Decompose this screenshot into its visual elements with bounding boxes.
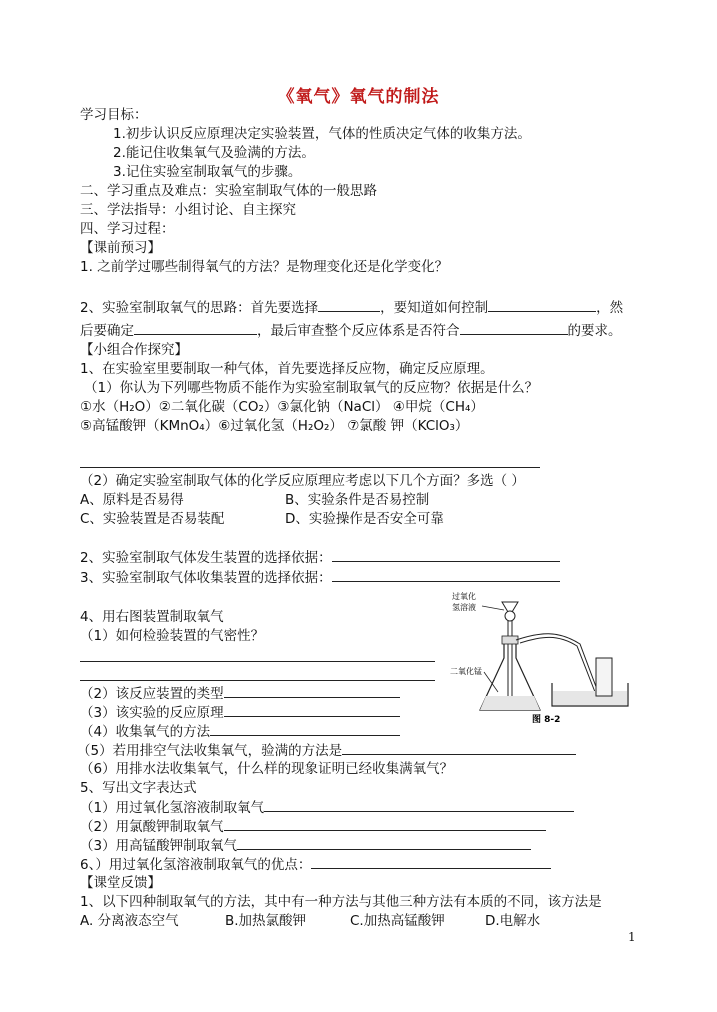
substances-row-1: ①水（H₂O）②二氧化碳（CO₂）③氯化钠（NaCl） ④甲烷（CH₄） xyxy=(80,399,484,415)
goal-3: 3.记住实验室制取氧气的步骤。 xyxy=(113,164,302,180)
group-p4-6: （6）用排水法收集氧气，什么样的现象证明已经收集满氧气？ xyxy=(80,761,454,777)
p4-3-text: （3）该实验的反应原理 xyxy=(80,705,224,721)
label-h2o2-2: 氢溶液 xyxy=(452,603,476,612)
group-p5-1 xyxy=(80,798,574,817)
feedback-q1: 1、以下四种制取氧气的方法，其中有一种方法与其他三种方法有本质的不同，该方法是 xyxy=(80,894,602,910)
q2-text-b: ，要知道如何控制 xyxy=(380,300,489,316)
goal-2: 2.能记住收集氧气及验满的方法。 xyxy=(113,145,315,161)
group-p4-2 xyxy=(80,684,400,703)
trough-water xyxy=(553,691,627,705)
blank-eq-h2o2[interactable] xyxy=(264,798,574,812)
goal-1: 1.初步认识反应原理决定实验装置，气体的性质决定气体的收集方法。 xyxy=(113,126,531,142)
p4-5-text: （5）若用排空气法收集氧气，验满的方法是 xyxy=(77,743,343,759)
feedback-heading: 【课堂反馈】 xyxy=(80,875,161,891)
feedback-option-c: C.加热高锰酸钾 xyxy=(350,913,445,929)
p4-4-text: （4）收集氧气的方法 xyxy=(80,724,211,740)
section-2: 二、学习重点及难点：实验室制取气体的一般思路 xyxy=(80,183,377,199)
oxygen-apparatus-figure xyxy=(440,588,630,728)
leader-line xyxy=(482,606,504,610)
figure-caption: 图 8-2 xyxy=(532,715,561,725)
label-mno2: 二氧化锰 xyxy=(450,667,482,676)
gas-bottle xyxy=(596,658,612,696)
option-a: A、原料是否易得 xyxy=(80,492,184,508)
preview-q2-line1 xyxy=(80,298,623,317)
flask-liquid xyxy=(480,696,540,710)
funnel-bulb xyxy=(505,611,515,621)
p5-3-text: （3）用高锰酸钾制取氧气 xyxy=(80,838,238,854)
page-title: 《氧气》氧气的制法 xyxy=(277,87,440,107)
stopper-shape xyxy=(502,636,518,644)
preview-q2-line2 xyxy=(80,321,622,340)
blank-full-check[interactable] xyxy=(342,741,576,755)
blank-eq-kmno4[interactable] xyxy=(237,836,531,850)
option-b: B、实验条件是否易控制 xyxy=(285,492,430,508)
group-p5-3 xyxy=(80,836,531,855)
group-p6 xyxy=(80,855,551,874)
blank-collect-method[interactable] xyxy=(210,722,400,736)
blank-requirement[interactable] xyxy=(460,321,568,335)
blank-eq-kclo3[interactable] xyxy=(224,817,546,831)
group-p5-2 xyxy=(80,817,546,836)
blank-device-type[interactable] xyxy=(224,684,400,698)
answer-line[interactable] xyxy=(80,467,540,468)
p4-2-text: （2）该反应装置的类型 xyxy=(80,686,224,702)
blank-select[interactable] xyxy=(318,298,380,312)
option-c: C、实验装置是否易装配 xyxy=(80,511,225,527)
blank-principle[interactable] xyxy=(224,703,400,717)
blank-advantages[interactable] xyxy=(311,855,551,869)
feedback-option-d: D.电解水 xyxy=(485,913,541,929)
feedback-option-a: A. 分离液态空气 xyxy=(80,913,179,929)
preview-heading: 【课前预习】 xyxy=(80,240,161,256)
blank-collector-basis[interactable] xyxy=(332,568,560,582)
p3-text: 3、实验室制取气体收集装置的选择依据： xyxy=(80,570,332,586)
q2-text-d: 后要确定 xyxy=(80,323,134,339)
preview-q1: 1. 之前学过哪些制得氧气的方法？是物理变化还是化学变化？ xyxy=(80,259,449,275)
section-3: 三、学法指导：小组讨论、自主探究 xyxy=(80,202,296,218)
q2-text-c: ，然 xyxy=(596,300,624,316)
label-h2o2: 过氧化 xyxy=(452,592,476,601)
substances-row-2: ⑤高锰酸钾（KMnO₄）⑥过氧化氢（H₂O₂） ⑦氯酸 钾（KClO₃） xyxy=(80,418,469,434)
p5-1-text: （1）用过氧化氢溶液制取氧气 xyxy=(80,800,265,816)
group-p3 xyxy=(80,568,560,587)
q2-text-f: 的要求。 xyxy=(567,323,622,339)
p6-text: 6、）用过氧化氢溶液制取氧气的优点： xyxy=(80,857,312,873)
section-4: 四、学习过程： xyxy=(80,221,175,237)
answer-line[interactable] xyxy=(80,680,435,681)
group-p5: 5、写出文字表达式 xyxy=(80,780,197,796)
page-number: 1 xyxy=(628,930,636,944)
goals-heading: 学习目标： xyxy=(80,107,148,123)
blank-control[interactable] xyxy=(488,298,596,312)
group-heading: 【小组合作探究】 xyxy=(80,342,188,358)
p2-text: 2、实验室制取气体发生装置的选择依据： xyxy=(80,550,332,566)
answer-line[interactable] xyxy=(80,661,435,662)
group-p4-1: （1）如何检验装置的气密性？ xyxy=(80,628,265,644)
group-p2 xyxy=(80,548,560,567)
p5-2-text: （2）用氯酸钾制取氧气 xyxy=(80,819,224,835)
group-p4-4 xyxy=(80,722,400,741)
group-p4: 4、用右图装置制取氧气 xyxy=(80,609,224,625)
feedback-option-b: B.加热氯酸钾 xyxy=(225,913,307,929)
group-p1: 1、在实验室里要制取一种气体，首先要选择反应物，确定反应原理。 xyxy=(80,361,494,377)
group-p4-3 xyxy=(80,703,400,722)
group-p1-1: （1）你认为下列哪些物质不能作为实验室制取氧气的反应物？依据是什么？ xyxy=(84,380,539,396)
option-d: D、实验操作是否安全可靠 xyxy=(285,511,444,527)
blank-generator-basis[interactable] xyxy=(332,548,560,562)
q2-text-e: ，最后审查整个反应体系是否符合 xyxy=(257,323,460,339)
q2-text-a: 2、实验室制取氧气的思路：首先要选择 xyxy=(80,300,319,316)
blank-determine[interactable] xyxy=(134,321,257,335)
group-p1-2: （2）确定实验室制取气体的化学反应原理应考虑以下几个方面？多选（ ） xyxy=(80,473,525,489)
delivery-tube-2 xyxy=(520,637,595,692)
group-p4-5 xyxy=(77,741,576,760)
